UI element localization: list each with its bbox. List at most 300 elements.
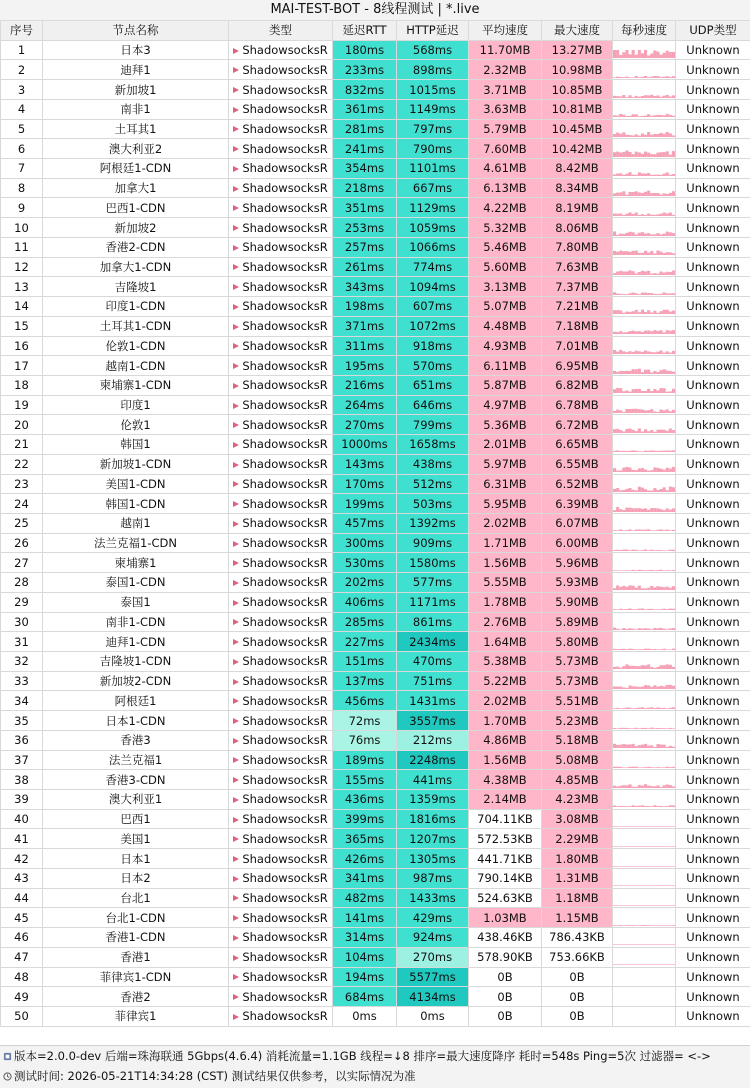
sparkline-bar (647, 550, 650, 551)
per-second-sparkline (613, 376, 675, 394)
cell-http-latency: 1072ms (397, 316, 469, 336)
cell-max-speed: 7.01MB (542, 336, 613, 356)
sparkline-bar (641, 487, 644, 491)
sparkline-bar (629, 212, 632, 216)
sparkline-bar (632, 866, 635, 867)
sparkline-bar (647, 77, 650, 78)
per-second-sparkline (613, 41, 675, 59)
sparkline-bar (616, 846, 619, 847)
sparkline-bar (669, 451, 672, 452)
cell-avg-speed: 4.93MB (469, 336, 542, 356)
table-row (1, 671, 750, 691)
cell-node-name: 新加坡2-CDN (43, 671, 229, 691)
sparkline-bar (641, 153, 644, 156)
cell-rtt: 456ms (333, 691, 397, 711)
table-row (1, 652, 750, 672)
cell-index: 11 (1, 237, 43, 257)
sparkline-bar (660, 925, 663, 926)
sparkline-bar (619, 886, 622, 887)
sparkline-bar (647, 191, 650, 196)
sparkline-bar (622, 886, 625, 887)
table-row (1, 632, 750, 652)
sparkline-bar (619, 767, 622, 768)
sparkline-bar (663, 807, 666, 808)
sparkline-bar (638, 569, 641, 570)
shadowsocksr-flag-icon (233, 462, 239, 468)
sparkline-bar (616, 388, 619, 393)
sparkline-bar (616, 151, 619, 156)
cell-avg-speed: 5.97MB (469, 454, 542, 474)
page-title: MAI-TEST-BOT - 8线程测试 | *.live (0, 0, 750, 20)
sparkline-bar (635, 293, 638, 295)
sparkline-bar (672, 135, 675, 137)
sparkline-bar (641, 232, 644, 236)
cell-rtt: 457ms (333, 513, 397, 533)
sparkline-bar (660, 686, 663, 689)
sparkline-bar (653, 570, 656, 571)
sparkline-bar (656, 667, 659, 669)
sparkline-bar (663, 292, 666, 295)
sparkline-bar (663, 570, 666, 571)
sparkline-bar (653, 352, 656, 354)
cell-node-name: 日本3 (43, 40, 229, 60)
sparkline-bar (638, 215, 641, 216)
sparkline-bar (653, 668, 656, 669)
sparkline-bar (644, 271, 647, 275)
sparkline-bar (629, 827, 632, 828)
sparkline-bar (663, 886, 666, 887)
type-label: ShadowsocksR (242, 260, 327, 274)
sparkline-bar (663, 487, 666, 492)
per-second-sparkline (613, 219, 675, 237)
sparkline-bar (647, 56, 650, 59)
per-second-sparkline (613, 81, 675, 99)
sparkline-bar (619, 490, 622, 492)
cell-per-second-speed (613, 750, 676, 770)
sparkline-bar (660, 252, 663, 255)
shadowsocksr-flag-icon (233, 48, 239, 54)
cell-type (229, 336, 333, 356)
sparkline-bar (613, 550, 616, 551)
sparkline-bar (616, 687, 619, 690)
sparkline-bar (650, 391, 653, 393)
sparkline-bar (635, 389, 638, 393)
per-second-sparkline (613, 455, 675, 473)
cell-http-latency: 646ms (397, 395, 469, 415)
sparkline-bar (650, 331, 653, 334)
cell-udp-type: Unknown (676, 652, 750, 672)
sparkline-bar (663, 193, 666, 196)
sparkline-bar (625, 707, 628, 709)
sparkline-bar (672, 570, 675, 571)
sparkline-bar (641, 666, 644, 670)
cell-max-speed: 7.18MB (542, 316, 613, 336)
sparkline-bar (669, 588, 672, 590)
type-label: ShadowsocksR (242, 201, 327, 215)
sparkline-bar (656, 76, 659, 78)
sparkline-bar (650, 76, 653, 77)
cell-max-speed: 0B (542, 967, 613, 987)
sparkline-bar (666, 784, 669, 787)
cell-http-latency: 438ms (397, 454, 469, 474)
cell-node-name: 越南1 (43, 513, 229, 533)
cell-http-latency: 429ms (397, 908, 469, 928)
sparkline-bar (653, 610, 656, 611)
sparkline-bar (650, 274, 653, 275)
sparkline-bar (647, 925, 650, 926)
sparkline-bar (656, 610, 659, 611)
shadowsocksr-flag-icon (233, 974, 239, 980)
sparkline-bar (669, 96, 672, 97)
cell-avg-speed: 4.48MB (469, 316, 542, 336)
table-row (1, 139, 750, 159)
cell-rtt: 170ms (333, 474, 397, 494)
sparkline-bar (635, 451, 638, 452)
cell-avg-speed: 2.14MB (469, 790, 542, 810)
cell-udp-type: Unknown (676, 790, 750, 810)
sparkline-bar (666, 231, 669, 235)
cell-udp-type: Unknown (676, 454, 750, 474)
table-row (1, 237, 750, 257)
sparkline-bar (660, 806, 663, 807)
cell-avg-speed: 1.56MB (469, 750, 542, 770)
cell-node-name: 印度1 (43, 395, 229, 415)
cell-udp-type: Unknown (676, 592, 750, 612)
cell-udp-type: Unknown (676, 612, 750, 632)
sparkline-bar (613, 530, 616, 531)
table-row (1, 1006, 750, 1026)
cell-http-latency: 1094ms (397, 277, 469, 297)
sparkline-bar (650, 154, 653, 157)
shadowsocksr-flag-icon (233, 895, 239, 901)
sparkline-bar (672, 530, 675, 531)
type-label: ShadowsocksR (242, 950, 327, 964)
sparkline-bar (619, 410, 622, 413)
sparkline-bar (622, 391, 625, 393)
sparkline-bar (629, 312, 632, 314)
cell-index: 29 (1, 592, 43, 612)
sparkline-bar (647, 173, 650, 176)
footer-time-text: 测试时间: 2026-05-21T14:34:28 (CST) 测试结果仅供参考，以实际情况为准 (14, 1069, 416, 1083)
table-row (1, 336, 750, 356)
sparkline-bar (666, 310, 669, 314)
table-row (1, 474, 750, 494)
col-header-avg-speed: 平均速度 (469, 21, 542, 41)
sparkline-bar (619, 687, 622, 689)
sparkline-bar (647, 132, 650, 137)
cell-index: 9 (1, 198, 43, 218)
sparkline-bar (616, 767, 619, 768)
per-second-sparkline (613, 475, 675, 493)
sparkline-bar (647, 866, 650, 867)
cell-index: 42 (1, 849, 43, 869)
shadowsocksr-flag-icon (233, 264, 239, 270)
footer (0, 1045, 750, 1088)
cell-node-name: 泰国1 (43, 592, 229, 612)
cell-index: 24 (1, 494, 43, 514)
sparkline-bar (635, 151, 638, 156)
sparkline-bar (629, 173, 632, 177)
sparkline-bar (672, 786, 675, 788)
sparkline-bar (647, 490, 650, 492)
cell-udp-type: Unknown (676, 829, 750, 849)
sparkline-bar (638, 152, 641, 157)
cell-http-latency: 987ms (397, 868, 469, 888)
sparkline-bar (647, 846, 650, 847)
cell-http-latency: 577ms (397, 573, 469, 593)
type-label: ShadowsocksR (242, 181, 327, 195)
cell-node-name: 柬埔寨1-CDN (43, 375, 229, 395)
sparkline-bar (641, 745, 644, 748)
cell-type (229, 928, 333, 948)
sparkline-bar (669, 925, 672, 926)
sparkline-bar (663, 389, 666, 394)
cell-rtt: 261ms (333, 257, 397, 277)
sparkline-bar (644, 350, 647, 354)
sparkline-bar (622, 570, 625, 571)
sparkline-bar (669, 52, 672, 58)
sparkline-bar (638, 313, 641, 315)
sparkline-bar (644, 846, 647, 847)
cell-node-name: 菲律宾1-CDN (43, 967, 229, 987)
cell-index: 14 (1, 297, 43, 317)
sparkline-bar (625, 50, 628, 58)
sparkline-bar (647, 369, 650, 374)
shadowsocksr-flag-icon (233, 146, 239, 152)
sparkline-bar (622, 628, 625, 630)
sparkline-bar (653, 154, 656, 157)
per-second-sparkline (613, 61, 675, 79)
sparkline-bar (613, 945, 616, 946)
sparkline-bar (625, 251, 628, 255)
sparkline-bar (635, 251, 638, 255)
sparkline-bar (663, 152, 666, 157)
sparkline-bar (616, 133, 619, 137)
table-row (1, 711, 750, 731)
cell-per-second-speed (613, 474, 676, 494)
cell-index: 32 (1, 652, 43, 672)
cell-http-latency: 1305ms (397, 849, 469, 869)
sparkline-bar (672, 174, 675, 176)
cell-node-name: 韩国1 (43, 435, 229, 455)
sparkline-bar (638, 368, 641, 373)
cell-per-second-speed (613, 139, 676, 159)
sparkline-bar (613, 785, 616, 787)
cell-max-speed: 6.65MB (542, 435, 613, 455)
per-second-sparkline (613, 317, 675, 335)
sparkline-bar (650, 649, 653, 650)
sparkline-bar (663, 53, 666, 58)
sparkline-bar (613, 50, 616, 58)
sparkline-bar (622, 550, 625, 551)
sparkline-bar (622, 905, 625, 906)
cell-rtt: 426ms (333, 849, 397, 869)
sparkline-bar (660, 509, 663, 512)
sparkline-bar (653, 550, 656, 551)
sparkline-bar (635, 369, 638, 374)
sparkline-bar (672, 728, 675, 729)
shadowsocksr-flag-icon (233, 836, 239, 842)
sparkline-bar (622, 846, 625, 847)
sparkline-bar (660, 609, 663, 610)
sparkline-bar (622, 827, 625, 828)
cell-max-speed: 1.15MB (542, 908, 613, 928)
sparkline-bar (632, 508, 635, 512)
cell-udp-type: Unknown (676, 573, 750, 593)
sparkline-bar (622, 785, 625, 788)
shadowsocksr-flag-icon (233, 560, 239, 566)
cell-per-second-speed (613, 868, 676, 888)
sparkline-bar (660, 530, 663, 532)
sparkline-bar (616, 649, 619, 650)
col-header-type: 类型 (229, 21, 333, 41)
sparkline-bar (635, 866, 638, 867)
cell-http-latency: 1816ms (397, 809, 469, 829)
shadowsocksr-flag-icon (233, 225, 239, 231)
sparkline-bar (660, 886, 663, 887)
sparkline-bar (656, 52, 659, 58)
cell-per-second-speed (613, 277, 676, 297)
sparkline-bar (622, 468, 625, 472)
sparkline-bar (650, 667, 653, 669)
table-row (1, 750, 750, 770)
type-label: ShadowsocksR (242, 970, 327, 984)
sparkline-bar (641, 452, 644, 453)
sparkline-bar (619, 271, 622, 275)
cell-max-speed: 7.37MB (542, 277, 613, 297)
sparkline-bar (622, 531, 625, 532)
sparkline-bar (619, 96, 622, 98)
sparkline-bar (613, 905, 616, 906)
sparkline-bar (672, 191, 675, 196)
per-second-sparkline (613, 830, 675, 848)
sparkline-bar (638, 530, 641, 532)
sparkline-bar (669, 746, 672, 748)
cell-udp-type: Unknown (676, 80, 750, 100)
cell-max-speed: 4.23MB (542, 790, 613, 810)
table-row (1, 730, 750, 750)
cell-rtt: 227ms (333, 632, 397, 652)
sparkline-bar (613, 468, 616, 472)
cell-type (229, 198, 333, 218)
sparkline-bar (663, 745, 666, 748)
cell-type (229, 671, 333, 691)
sparkline-bar (656, 451, 659, 452)
sparkline-bar (629, 451, 632, 452)
cell-udp-type: Unknown (676, 533, 750, 553)
sparkline-bar (641, 707, 644, 709)
sparkline-bar (638, 866, 641, 867)
cell-index: 13 (1, 277, 43, 297)
sparkline-bar (619, 727, 622, 728)
cell-type (229, 474, 333, 494)
per-second-sparkline (613, 613, 675, 631)
sparkline-bar (644, 369, 647, 373)
sparkline-bar (629, 409, 632, 413)
sparkline-bar (650, 430, 653, 433)
sparkline-bar (653, 886, 656, 887)
sparkline-bar (653, 945, 656, 946)
sparkline-bar (613, 332, 616, 334)
cell-rtt: 199ms (333, 494, 397, 514)
cell-http-latency: 924ms (397, 928, 469, 948)
sparkline-bar (647, 945, 650, 946)
cell-udp-type: Unknown (676, 494, 750, 514)
sparkline-bar (641, 214, 644, 216)
sparkline-bar (653, 134, 656, 137)
shadowsocksr-flag-icon (233, 619, 239, 625)
sparkline-bar (625, 294, 628, 295)
cell-per-second-speed (613, 790, 676, 810)
type-label: ShadowsocksR (242, 359, 327, 373)
type-label: ShadowsocksR (242, 63, 327, 77)
cell-per-second-speed (613, 691, 676, 711)
sparkline-bar (650, 135, 653, 137)
sparkline-bar (629, 586, 632, 591)
sparkline-bar (663, 429, 666, 432)
type-label: ShadowsocksR (242, 319, 327, 333)
sparkline-bar (644, 685, 647, 689)
sparkline-bar (622, 333, 625, 335)
sparkline-bar (613, 806, 616, 808)
sparkline-bar (663, 310, 666, 314)
sparkline-bar (622, 666, 625, 669)
cell-max-speed: 6.82MB (542, 375, 613, 395)
type-label: ShadowsocksR (242, 516, 327, 530)
cell-rtt: 195ms (333, 356, 397, 376)
cell-max-speed: 0B (542, 1006, 613, 1026)
cell-per-second-speed (613, 237, 676, 257)
sparkline-bar (644, 767, 647, 768)
sparkline-bar (672, 886, 675, 887)
cell-avg-speed: 0B (469, 1006, 542, 1026)
sparkline-bar (638, 905, 641, 906)
sparkline-bar (672, 648, 675, 649)
sparkline-bar (635, 470, 638, 472)
cell-index: 2 (1, 60, 43, 80)
cell-udp-type: Unknown (676, 730, 750, 750)
per-second-sparkline (613, 100, 675, 118)
per-second-sparkline (613, 850, 675, 868)
sparkline-bar (619, 114, 622, 117)
cell-rtt: 281ms (333, 119, 397, 139)
per-second-sparkline (613, 731, 675, 749)
per-second-sparkline (613, 179, 675, 197)
sparkline-bar (650, 905, 653, 906)
cell-avg-speed: 1.71MB (469, 533, 542, 553)
sparkline-bar (669, 331, 672, 334)
cell-avg-speed: 2.76MB (469, 612, 542, 632)
per-second-sparkline (613, 495, 675, 513)
sparkline-bar (625, 214, 628, 216)
sparkline-bar (629, 686, 632, 689)
sparkline-bar (650, 687, 653, 689)
per-second-sparkline (613, 810, 675, 828)
sparkline-bar (647, 905, 650, 906)
cell-avg-speed: 1.64MB (469, 632, 542, 652)
sparkline-bar (629, 331, 632, 334)
cell-node-name: 澳大利亚1 (43, 790, 229, 810)
cell-http-latency: 3557ms (397, 711, 469, 731)
sparkline-bar (622, 586, 625, 590)
sparkline-bar (638, 649, 641, 650)
cell-type (229, 967, 333, 987)
cell-index: 35 (1, 711, 43, 731)
cell-index: 39 (1, 790, 43, 810)
sparkline-bar (663, 212, 666, 215)
cell-avg-speed: 5.38MB (469, 652, 542, 672)
sparkline-bar (616, 234, 619, 235)
